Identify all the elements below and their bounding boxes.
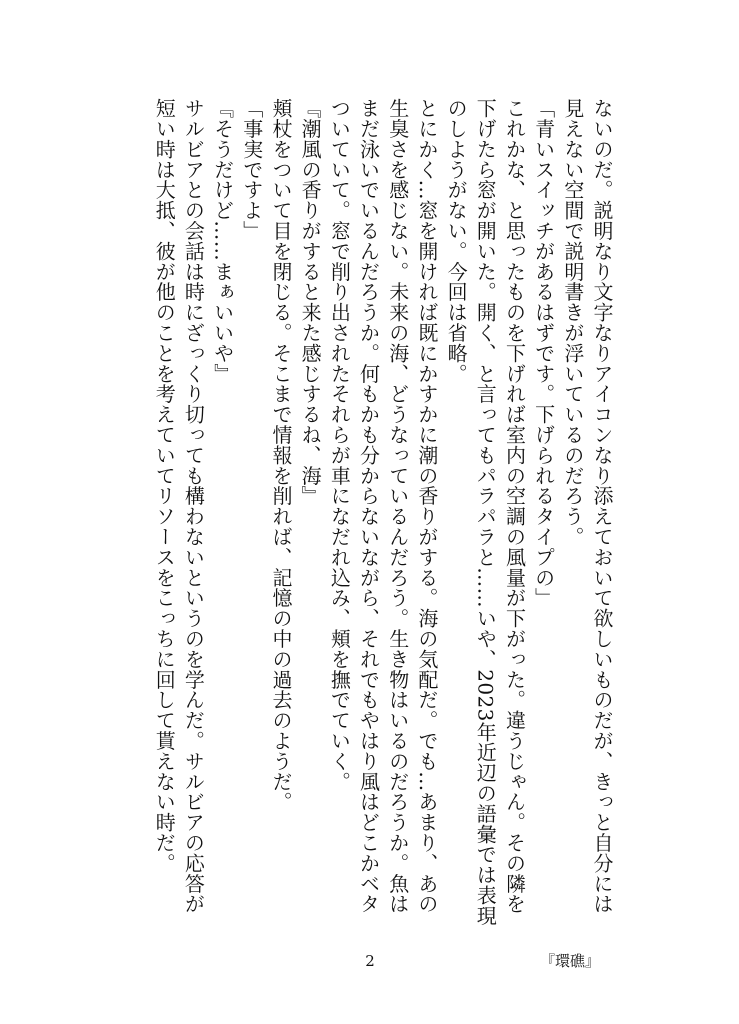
page-number: 2 [365, 952, 375, 970]
text-line: 「事実ですよ」 [239, 98, 264, 241]
text-line: 下げたら窓が開いた。開く、と言ってもパラパラと……いや、2023年近辺の語彙では表現 [473, 98, 498, 926]
text-line: 「青いスイッチがあるはずです。下げられるタイプの」 [531, 98, 556, 608]
text-line: 短い時は大抵、彼が他のことを考えていてリソースをこっちに回して貰えない時だ。 [152, 98, 177, 874]
text-line: 頬杖をついて目を閉じる。そこまで情報を削れば、記憶の中の過去のようだ。 [268, 98, 293, 812]
text-line: 見えない空間で説明書きが浮いているのだろう。 [560, 98, 585, 547]
text-line: 『そうだけど……まぁいいや』 [210, 98, 235, 384]
text-line: これかな、と思ったものを下げれば室内の空調の風量が下がった。違うじゃん。その隣を [502, 98, 527, 914]
text-line: 『潮風の香りがすると来た感じするね、海』 [298, 98, 323, 506]
text-line: とにかく…窓を開ければ既にかすかに潮の香りがする。海の気配だ。でも…あまり、あの [414, 98, 439, 914]
text-line: 生臭さを感じない。未来の海、どうなっているんだろう。生き物はいるのだろうか。魚は [385, 98, 410, 914]
book-title: 『環礁』 [540, 952, 601, 970]
body-text [128, 98, 616, 928]
text-line: サルビアとの会話は時にざっくり切っても構わないというのを学んだ。サルビアの応答が [181, 98, 206, 914]
text-line: のしようがない。今回は省略。 [444, 98, 469, 384]
text-line: ついていて。窓で削り出されたそれらが車になだれ込み、頬を撫でていく。 [327, 98, 352, 792]
text-line: まだ泳いでいるんだろうか。何もかも分からないながら、それでもやはり風はどこかベタ [356, 98, 381, 914]
text-line: ないのだ。説明なり文字なりアイコンなり添えておいて欲しいものだが、きっと自分には [590, 98, 614, 914]
